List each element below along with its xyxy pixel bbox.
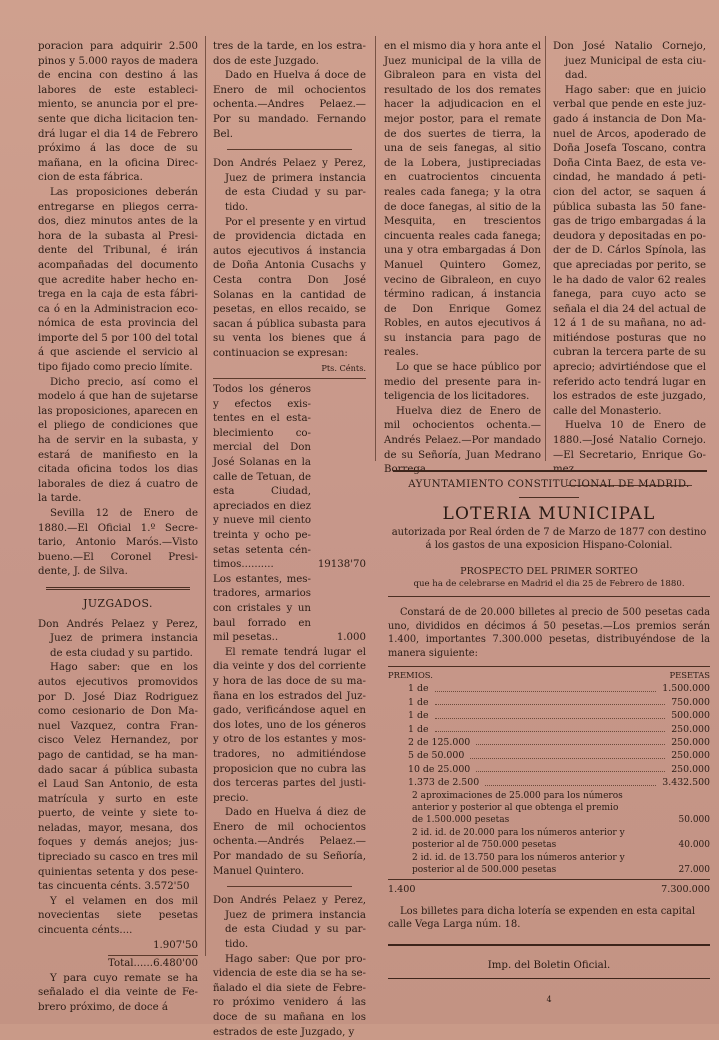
sale-notice: Los billetes para dicha lotería se expenden en esta capital calle Vega Larga núm. 18. bbox=[388, 905, 696, 931]
prize-amount: 250.000 bbox=[671, 763, 710, 775]
table-rule bbox=[213, 378, 366, 379]
prize-row bbox=[388, 682, 710, 695]
edict-header-text: Don José Natalio Cornejo, juez Municipal de esta ciudad. bbox=[553, 41, 706, 82]
column-4 bbox=[553, 40, 706, 493]
approximation-row bbox=[388, 827, 710, 852]
leader-dots bbox=[435, 723, 666, 732]
edict-header bbox=[213, 157, 366, 215]
rule bbox=[388, 596, 710, 597]
leader-dots bbox=[485, 776, 656, 785]
prize-amount: 250.000 bbox=[671, 737, 710, 749]
printer-imprint: Imp. del Boletin Oficial. bbox=[487, 960, 611, 972]
prize-label: 5 de 50.000 bbox=[408, 750, 465, 762]
column-divider bbox=[375, 36, 376, 461]
paragraph: Lo que se hace público por medio del presente para inteligencia de los licitadores. bbox=[384, 362, 541, 403]
prize-label: 1 de bbox=[408, 683, 429, 695]
prize-row bbox=[388, 723, 710, 736]
paragraph: Dicho precio, así como el modelo á que han de sujetarse las proposiciones, aparecen en el pliego de condiciones que ha de servir en la subasta, y estará de manifiesto en la citada oficina todos los dias laborales de diez á cuatro de la tarde. bbox=[38, 376, 198, 505]
rule bbox=[388, 944, 710, 946]
column-divider bbox=[545, 36, 546, 461]
approximation-text: 2 aproximaciones de 25.000 para los números anterior y posterior al que obtenga el premio de 1.500.000 pesetas bbox=[412, 790, 623, 826]
paragraph: tres de la tarde, en los estrados de este Juzgado. bbox=[213, 41, 366, 67]
authorization-text: autorizada por Real órden de 7 de Marzo de 1877 con destino á los gastos de una exposicion Hispano-Colonial. bbox=[391, 526, 707, 552]
paragraph: Huelva diez de Enero de mil ochocientos ochenta.—Andrés Pelaez.—Por mandado de su Señoría, Juan Medrano Borrega. bbox=[384, 405, 541, 476]
paragraph: Hago saber: Que por providencia de este dia se ha señalado el dia siete de Febrero próximo venidero á las doce de su mañana en los estrados de este Juzgado, y bbox=[213, 953, 366, 1038]
inventory-item bbox=[213, 573, 366, 646]
total-amount: 6.480'00 bbox=[153, 958, 198, 970]
prize-label: 1 de bbox=[408, 710, 429, 722]
approximation-amount: 50.000 bbox=[678, 815, 710, 826]
prospect-heading: PROSPECTO DEL PRIMER SORTEO bbox=[460, 565, 638, 577]
rule bbox=[388, 978, 710, 979]
leader-dots bbox=[435, 682, 657, 691]
approximation-text: 2 id. id. de 13.750 para los números anterior y posterior al de 500.000 pesetas bbox=[412, 852, 625, 876]
paragraph: Dado en Huelva á diez de Enero de mil ochocientos ochenta.—Andrés Pelaez.—Por mandado de su Señoría, Manuel Quintero. bbox=[213, 807, 366, 877]
prize-table bbox=[388, 666, 710, 876]
leader-dots bbox=[476, 763, 665, 772]
paragraph: Por el presente y en virtud de providencia dictada en autos ejecutivos á instancia de Doña Antonia Cusachs y Cesta contra Don José Solanas en la cantidad de pesetas, en ellos recaido, se sacan á pública subasta para su venta los bienes que á continuacion se expresan: bbox=[213, 216, 366, 359]
velamen-amount: 1.907'50 bbox=[153, 939, 198, 951]
divider bbox=[227, 886, 352, 887]
prize-amount: 750.000 bbox=[671, 696, 710, 708]
column-3 bbox=[384, 40, 541, 478]
total-prize-count: 1.400 bbox=[388, 884, 416, 896]
prize-amount: 1.500.000 bbox=[662, 683, 710, 695]
total-label: Total...... bbox=[108, 958, 153, 970]
rule bbox=[388, 879, 710, 880]
prize-table-header bbox=[388, 666, 710, 682]
prize-row bbox=[388, 763, 710, 776]
leader-dots bbox=[435, 709, 666, 718]
prize-row bbox=[388, 776, 710, 789]
approximation-row bbox=[388, 790, 710, 827]
prize-amount: 250.000 bbox=[671, 723, 710, 735]
edict-header bbox=[38, 618, 198, 662]
prize-label: 1.373 de 2.500 bbox=[408, 777, 480, 789]
prize-label: 2 de 125.000 bbox=[408, 737, 471, 749]
prospect-subheading: que ha de celebrarse en Madrid el dia 25 de Febrero de 1880. bbox=[413, 579, 685, 590]
ornament-rule bbox=[519, 497, 579, 498]
approximation-row bbox=[388, 852, 710, 877]
column-1 bbox=[38, 40, 198, 1016]
prize-row bbox=[388, 709, 710, 722]
approximation-rows bbox=[388, 790, 710, 877]
prize-label: 1 de bbox=[408, 696, 429, 708]
prize-amount: 3.432.500 bbox=[662, 777, 710, 789]
approximation-text: 2 id. id. de 20.000 para los números anterior y posterior al de 750.000 pesetas bbox=[412, 827, 625, 851]
council-heading: AYUNTAMIENTO CONSTITUCIONAL DE MADRID. bbox=[408, 479, 690, 490]
prize-row bbox=[388, 696, 710, 709]
edict-header-text: Don Andrés Pelaez y Perez, Juez de primera instancia de esta Ciudad y su partido. bbox=[213, 895, 366, 951]
inventory-item bbox=[213, 383, 366, 573]
prize-row bbox=[388, 736, 710, 749]
edict-header bbox=[553, 40, 706, 84]
total-prize-amount: 7.300.000 bbox=[661, 884, 710, 896]
paragraph: Sevilla 12 de Enero de 1880.—El Oficial 1.º Secretario, Antonio Marós.—Visto bueno.—El Coronel Presidente, J. de Silva. bbox=[38, 508, 198, 578]
pts-label: Pts. Cénts. bbox=[321, 363, 366, 374]
lottery-announcement bbox=[388, 478, 710, 1007]
leader-dots bbox=[476, 736, 665, 745]
paragraph: en el mismo dia y hora ante el Juez municipal de la villa de Gibraleon para en vista del resultado de los dos remates hacer la adjudicacion en el mejor postor, para el remate de dos suertes de tierra, la una de seis fanegas, al sitio de la Lobera, justipreciadas en cuatrocientos cincuenta reales cada fanega; y la otra de doce fanegas, al sitio de la Mesquita, en trescientos cincuenta reales cada fanega; una y otra embargadas á Don Manuel Quintero Gomez, vecino de Gibraleon, en cuyo término radican, á instancia de Don Enrique Gomez Robles, en autos ejecutivos á su instancia para pago de reales. bbox=[384, 41, 541, 359]
paragraph: Y para cuyo remate se ha señalado el dia veinte de Febrero próximo, de doce á bbox=[38, 972, 198, 1013]
inventory-description: Los estantes, mestradores, armarios con cristales y un baul forrado en mil pesetas.. bbox=[213, 573, 311, 644]
paragraph: Dado en Huelva á doce de Enero de mil ochocientos ochenta.—Andres Pelaez.—Por su mandado. Fernando Bel. bbox=[213, 70, 366, 140]
leader-dots bbox=[470, 749, 665, 758]
paragraph: Hago saber: que en los autos ejecutivos promovidos por D. José Diaz Rodriguez como cesionario de Don Manuel Vazquez, contra Francisco Velez Hernandez, por pago de cantidad, se ha mandado sacar á pública subasta el Laud San Antonio, de esta matrícula y surto en este puerto, de veinte y siete toneladas, mayor, mesana, dos foques y demás anejos; justipreciado su casco en tres mil quinientas setenta y dos pesetas cincuenta cénts. 3.572'50 bbox=[38, 662, 198, 893]
paragraph: Las proposiciones deberán entregarse en pliegos cerrados, diez minutos antes de la hora de la subasta al Presidente del Tribunal, é irán acompañadas del documento que acredite haber hecho entrega en la caja de esta fábrica ó en la Administracion económica de esta provincia del importe del 5 por 100 del total á que asciende el servicio al tipo fijado como precio límite. bbox=[38, 186, 198, 374]
prize-amount: 500.000 bbox=[671, 710, 710, 722]
divider bbox=[227, 149, 352, 150]
prize-label: 10 de 25.000 bbox=[408, 763, 471, 775]
section-divider bbox=[46, 587, 190, 590]
leader-dots bbox=[435, 696, 666, 705]
approximation-amount: 40.000 bbox=[678, 840, 710, 851]
lottery-intro: Constará de de 20.000 billetes al precio de 500 pesetas cada uno, divididos en décimos á 50 pesetas.—Los premios serán 1.400, importantes 7.300.000 pesetas, distribuyéndose de la manera siguiente: bbox=[388, 607, 710, 659]
paragraph: Y el velamen en dos mil novecientas siete pesetas cincuenta cénts.... bbox=[38, 895, 198, 937]
page-number: 4 bbox=[546, 995, 552, 1005]
announcement-rule bbox=[393, 470, 707, 472]
prize-row bbox=[388, 749, 710, 762]
total-row bbox=[108, 955, 198, 972]
section-heading: JUZGADOS. bbox=[83, 596, 153, 610]
prize-rows bbox=[388, 682, 710, 789]
edict-header bbox=[213, 894, 366, 952]
prize-label: 1 de bbox=[408, 723, 429, 735]
paragraph: poracion para adquirir 2.500 pinos y 5.000 rayos de madera de encina con destino á las labores de este establecimiento, se anuncia por el presente que dicha licitacion tendrá lugar el dia 14 de Febrero próximo á las doce de su mañana, en la oficina Direccion de esta fábrica. bbox=[38, 41, 198, 184]
paragraph: Hago saber: que en juicio verbal que pende en este juzgado á instancia de Don Manuel de Arcos, apoderado de Doña Josefa Toscano, contra Doña Cinta Baez, de esta vecindad, he mandado á peticion del actor, se saquen á pública subasta las 50 fanegas de trigo embargadas á la deudora y depositadas en poder de D. Cárlos Spínola, las que apreciadas por perito, se le ha dado de valor 62 reales fanega, para cuyo acto se señala el dia 24 del actual de 12 á 1 de su mañana, no admitiéndose posturas que no cubran la tercera parte de su aprecio; advirtiéndose que el referido acto tendrá lugar en los estrados de este juzgado, calle del Monasterio. bbox=[553, 84, 706, 417]
paragraph: Huelva 10 de Enero de 1880.—José Natalio Cornejo.—El Secretario, Enrique Gomez. bbox=[553, 420, 706, 476]
inventory-amount: 19138'70 bbox=[317, 559, 366, 571]
column-2 bbox=[213, 40, 366, 1040]
inventory-description: Todos los géneros y efectos existentes en el establecimiento comercial del Don José Solanas en la calle de Tetuan, de esta Ciudad, apreciados en diez y nueve mil ciento treinta y ocho pesetas setenta céntimos.......... bbox=[213, 384, 311, 571]
prizes-column-header: PREMIOS. bbox=[388, 670, 433, 681]
edict-header-text: Don Andrés Pelaez y Perez, Juez de primera instancia de esta Ciudad y su partido. bbox=[213, 158, 366, 213]
approximation-amount: 27.000 bbox=[678, 865, 710, 876]
paragraph: El remate tendrá lugar el dia veinte y dos del corriente y hora de las doce de su mañana en los estrados del Juzgado, verificándose aquel en dos lotes, uno de los géneros y otro de los estantes y mostradores, no admitiéndose proposicion que no cubra las dos terceras partes del justiprecio. bbox=[213, 646, 366, 804]
prize-amount: 250.000 bbox=[671, 750, 710, 762]
pesetas-column-header: PESETAS bbox=[669, 670, 710, 681]
inventory-amount: 1.000 bbox=[336, 632, 366, 644]
edict-header-text: Don Andrés Pelaez y Perez, Juez de primera instancia de esta ciudad y su partido. bbox=[38, 618, 198, 659]
lottery-title: LOTERIA MUNICIPAL bbox=[442, 504, 656, 525]
column-divider bbox=[205, 36, 206, 956]
lottery-total-row bbox=[388, 883, 710, 896]
